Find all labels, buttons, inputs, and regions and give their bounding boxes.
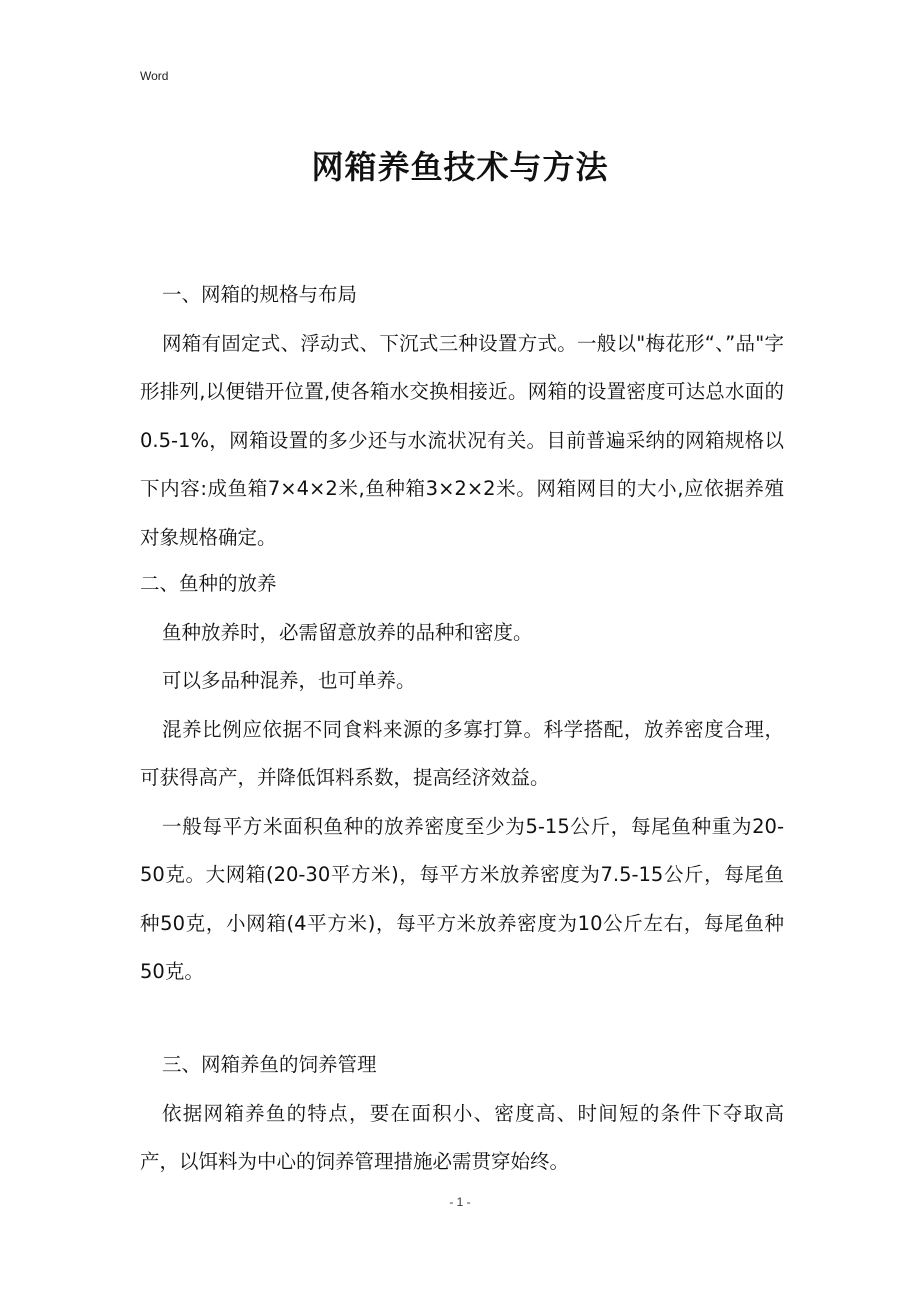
page-number: - 1 - — [449, 1195, 471, 1209]
section-1-paragraph: 网箱有固定式、浮动式、下沉式三种设置方式。一般以"梅花形“、”品"字形排列,以便错开位置,使各箱水交换相接近。网箱的设置密度可达总水面的0.5-1%，网箱设置的多少还与水流状况有关。目前普遍采纳的网箱规格以下内容:成鱼箱7×4×2米,鱼种箱3×2×2米。网箱网目的大小,应依据养殖对象规格确定。 — [140, 331, 784, 549]
section-1 — [140, 271, 784, 562]
section-2-paragraph-3: 混养比例应依据不同食料来源的多寡打算。科学搭配，放养密度合理，可获得高产，并降低饵料系数，提高经济效益。 — [140, 717, 784, 789]
section-2 — [140, 560, 784, 997]
section-1-heading: 一、网箱的规格与布局 — [162, 283, 358, 306]
document-title: 网箱养鱼技术与方法 — [311, 148, 609, 186]
header-label: Word — [140, 69, 169, 83]
section-2-paragraph-2: 可以多品种混养，也可单养。 — [162, 669, 416, 692]
section-3 — [140, 1041, 784, 1187]
section-2-paragraph-1: 鱼种放养时，必需留意放养的品种和密度。 — [162, 620, 533, 644]
section-2-paragraph-4: 一般每平方米面积鱼种的放养密度至少为5-15公斤，每尾鱼种重为20-50克。大网箱(20-30平方米)，每平方米放养密度为7.5-15公斤，每尾鱼种50克，小网箱(4平方米)，每平方米放养密度为10公斤左右，每尾鱼种50克。 — [140, 814, 784, 983]
section-3-heading: 三、网箱养鱼的饲养管理 — [162, 1053, 377, 1076]
section-3-paragraph: 依据网箱养鱼的特点，要在面积小、密度高、时间短的条件下夺取高产，以饵料为中心的饲养管理措施必需贯穿始终。 — [140, 1101, 784, 1173]
section-2-heading: 二、鱼种的放养 — [140, 572, 277, 595]
